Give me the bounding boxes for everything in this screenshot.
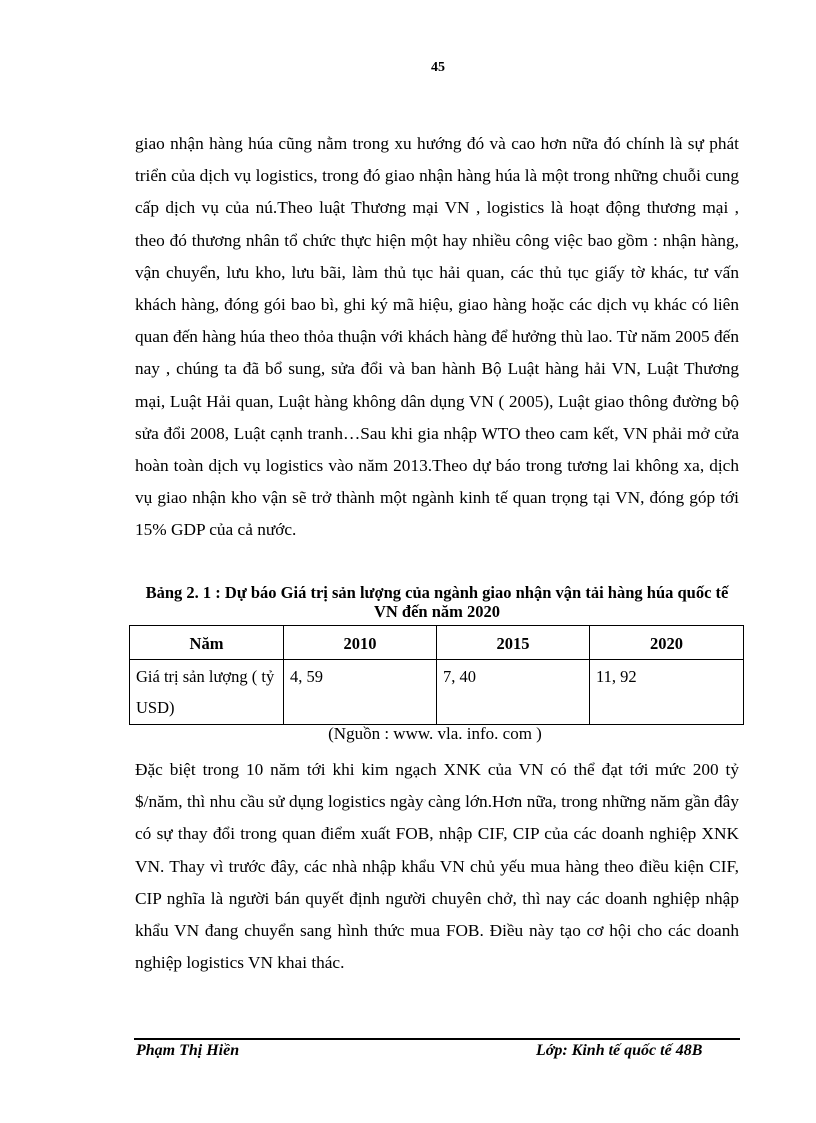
footer-class: Lớp: Kinh tế quốc tế 48B bbox=[536, 1042, 703, 1059]
body-paragraph: giao nhận hàng húa cũng nằm trong xu hướng đó và cao hơn nữa đó chính là sự phát triển của dịch vụ logistics, trong đó giao nhận hàng húa là một trong những chuỗi cung cấp dịch vụ của nú.Theo luật Thương mại VN , logistics là hoạt động thương mại , theo đó thương nhân tổ chức thực hiện một hay nhiều công việc bao gồm : nhận hàng, vận chuyển, lưu kho, lưu bãi, làm thủ tục hải quan, các thủ tục giấy tờ khác, tư vấn khách hàng, đóng gói bao bì, ghi ký mã hiệu, giao hàng hoặc các dịch vụ khác có liên quan đến hàng húa theo thỏa thuận với khách hàng để hưởng thù lao. Từ năm 2005 đến nay , chúng ta đã bổ sung, sửa đổi và ban hành Bộ Luật hàng hải VN, Luật Thương mại, Luật Hải quan, Luật hàng không dân dụng VN ( 2005), Luật giao thông đường bộ sửa đổi 2008, Luật cạnh tranh…Sau khi gia nhập WTO theo cam kết, VN phải mở cửa hoàn toàn dịch vụ logistics vào năm 2013.Theo dự báo trong tương lai không xa, dịch vụ giao nhận kho vận sẽ trở thành một ngành kinh tế quan trọng tại VN, đóng góp tới 15% GDP của cả nước. bbox=[135, 134, 739, 540]
header-cell-year: Năm bbox=[130, 626, 284, 660]
table-row bbox=[130, 660, 744, 725]
forecast-table bbox=[129, 625, 744, 725]
footer-author: Phạm Thị Hiền bbox=[136, 1042, 240, 1059]
row-label-cell: Giá trị sản lượng ( tỷ USD) bbox=[130, 660, 284, 725]
footer-divider bbox=[134, 1038, 740, 1040]
table-source: (Nguồn : www. vla. info. com ) bbox=[328, 724, 542, 743]
value-cell-2015: 7, 40 bbox=[437, 660, 590, 725]
header-cell-2010: 2010 bbox=[284, 626, 437, 660]
body-paragraph: Đặc biệt trong 10 năm tới khi kim ngạch XNK của VN có thể đạt tới mức 200 tỷ $/năm, thì nhu cầu sử dụng logistics ngày càng lớn.Hơn nữa, trong những năm gần đây có sự thay đổi trong quan điểm xuất FOB, nhập CIF, CIP của các doanh nghiệp XNK VN. Thay vì trước đây, các nhà nhập khẩu VN chủ yếu mua hàng theo điều kiện CIF, CIP nghĩa là người bán quyết định người chuyên chở, thì nay các doanh nghiệp nhập khẩu VN đang chuyển sang hình thức mua FOB. Điều này tạo cơ hội cho các doanh nghiệp logistics VN khai thác. bbox=[135, 760, 739, 973]
value-cell-2010: 4, 59 bbox=[284, 660, 437, 725]
header-cell-2015: 2015 bbox=[437, 626, 590, 660]
table-header-row bbox=[130, 626, 744, 660]
table-caption: Bảng 2. 1 : Dự báo Giá trị sản lượng của ngành giao nhận vận tải hàng húa quốc tế VN đến năm 2020 bbox=[145, 583, 729, 621]
page-number: 45 bbox=[431, 60, 445, 75]
header-cell-2020: 2020 bbox=[590, 626, 744, 660]
value-cell-2020: 11, 92 bbox=[590, 660, 744, 725]
